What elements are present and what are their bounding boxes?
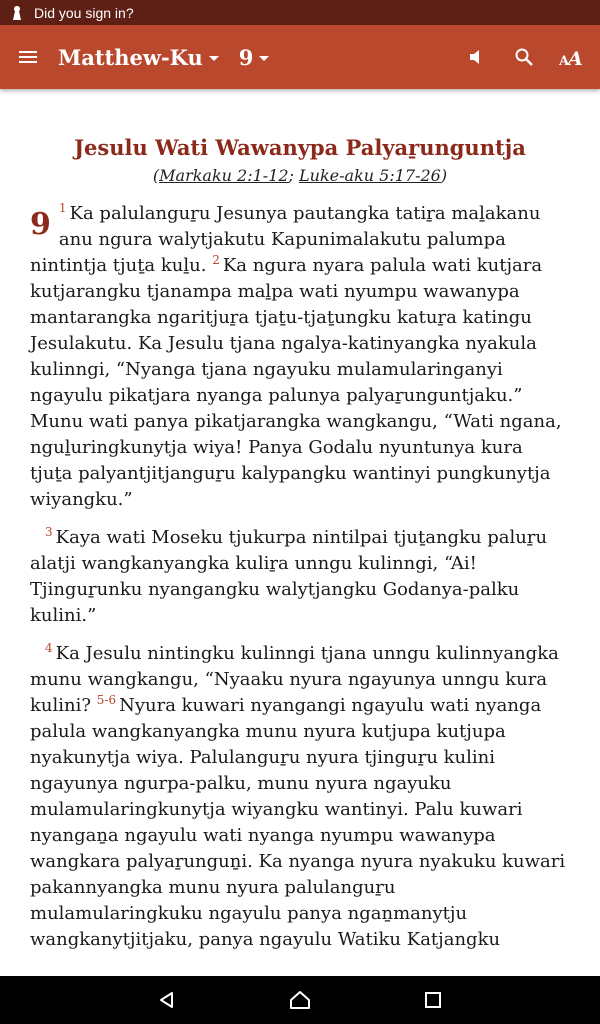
svg-text:A: A bbox=[559, 54, 570, 67]
recents-button[interactable] bbox=[409, 976, 457, 1024]
hamburger-menu-icon bbox=[18, 49, 38, 65]
chevron-down-icon bbox=[259, 56, 269, 61]
audio-button[interactable] bbox=[452, 25, 500, 89]
reference-link-markaku[interactable]: Markaku 2:1-12 bbox=[159, 166, 289, 185]
search-icon bbox=[514, 47, 534, 67]
notification-icon bbox=[10, 5, 24, 21]
verse-number: 1 bbox=[58, 201, 67, 215]
back-triangle-icon bbox=[157, 990, 177, 1010]
paragraph bbox=[30, 525, 570, 629]
verse-text: Kaya wati Moseku tjukurpa nintilpai tjuṯangku paluṟu alatji wangkanyangka kuliṟa unngu kulinngi, “Ai! Tjinguṟunku nyangangku walytjangku Godanya-palku kulini.” bbox=[30, 527, 548, 626]
chapter-number: 9 bbox=[238, 44, 254, 70]
verse-number: 2 bbox=[212, 253, 220, 267]
verse-text: Ka palulanguṟu Jesunya pautangka tatiṟa maḻakanu anu ngura walytjakutu Kapunimalakutu palumpa nintintja tjuṯa kuḻu. bbox=[30, 203, 541, 276]
book-name: Matthew-Ku bbox=[58, 44, 203, 70]
search-button[interactable] bbox=[500, 25, 548, 89]
verse-number: 4 bbox=[45, 641, 53, 655]
cross-references: (Markaku 2:1-12; Luke-aku 5:17-26) bbox=[152, 166, 448, 185]
recents-square-icon bbox=[424, 991, 442, 1009]
home-icon bbox=[289, 990, 311, 1010]
chapter-drop-number: 9 bbox=[30, 207, 51, 242]
text-size-button[interactable] bbox=[548, 25, 596, 89]
chevron-down-icon bbox=[209, 56, 219, 61]
menu-button[interactable] bbox=[0, 25, 56, 89]
book-selector[interactable] bbox=[56, 25, 219, 89]
verse-number: 5-6 bbox=[96, 693, 117, 707]
paragraph bbox=[30, 641, 570, 953]
text-size-icon bbox=[559, 47, 585, 67]
speaker-icon bbox=[467, 48, 485, 66]
verse-text: Nyura kuwari nyangangi ngayulu wati nyanga palula wangkanyangka munu nyura kutjupa kutjupa nyakunytja wiya. Palulanguṟu nyura tjinguṟu kulini ngayunya ngurpa-palku, munu nyura ngayuku mulamularingkunytja wiyangku wantinyi. Palu kuwari nyangaṉa ngayulu wati nyanga nyumpu wawanypa wangkara palyaṟunguṉi. Ka nyanga nyura nyakuku kuwari pakannyangka munu nyura palulanguṟu mulamularingkuku ngayulu panya ngaṉmanytju wangkanytjitjaku, panya ngayulu Watiku Katjangku bbox=[30, 695, 566, 950]
bible-text[interactable] bbox=[0, 89, 600, 976]
verse-text: Ka Jesulu nintingku kulinngi tjana unngu kulinnyangka munu wangkangu, “Nyaaku nyura ngayunya unngu kura kulini? bbox=[30, 643, 559, 716]
verse-text: Ka ngura nyara palula wati kutjara kutjarangku tjanampa maḻpa wati nyumpu wawanypa mantarangka ngaritjuṟa tjaṯu-tjaṯungku katuṟa katingu Jesulakutu. Ka Jesulu tjana ngalya-katinyangka nyakula kulinngi, “Nyanga tjana ngayuku mulamularinganyi ngayulu pikatjara nyanga palunya palyaṟunguntjaku.” Munu wati panya pikatjarangka wangkangu, “Wati ngana, nguḻuringkunytja wiya! Panya Godalu nyuntunya kura tjuṯa palyantjitjanguṟu kalypangku wantinyi pungkunytja wiyangku.” bbox=[30, 255, 562, 510]
home-button[interactable] bbox=[276, 976, 324, 1024]
chapter-selector[interactable] bbox=[239, 25, 270, 89]
status-bar bbox=[0, 0, 600, 25]
reference-link-luke[interactable]: Luke-aku 5:17-26 bbox=[299, 166, 441, 185]
verse-number: 3 bbox=[45, 525, 53, 539]
paragraph bbox=[30, 201, 570, 513]
section-heading: Jesulu Wati Wawanypa Palyaṟunguntja bbox=[74, 135, 526, 160]
svg-text:A: A bbox=[568, 48, 583, 67]
back-button[interactable] bbox=[143, 976, 191, 1024]
navigation-bar bbox=[0, 976, 600, 1024]
app-bar bbox=[0, 25, 600, 89]
notification-text: Did you sign in? bbox=[34, 4, 134, 21]
